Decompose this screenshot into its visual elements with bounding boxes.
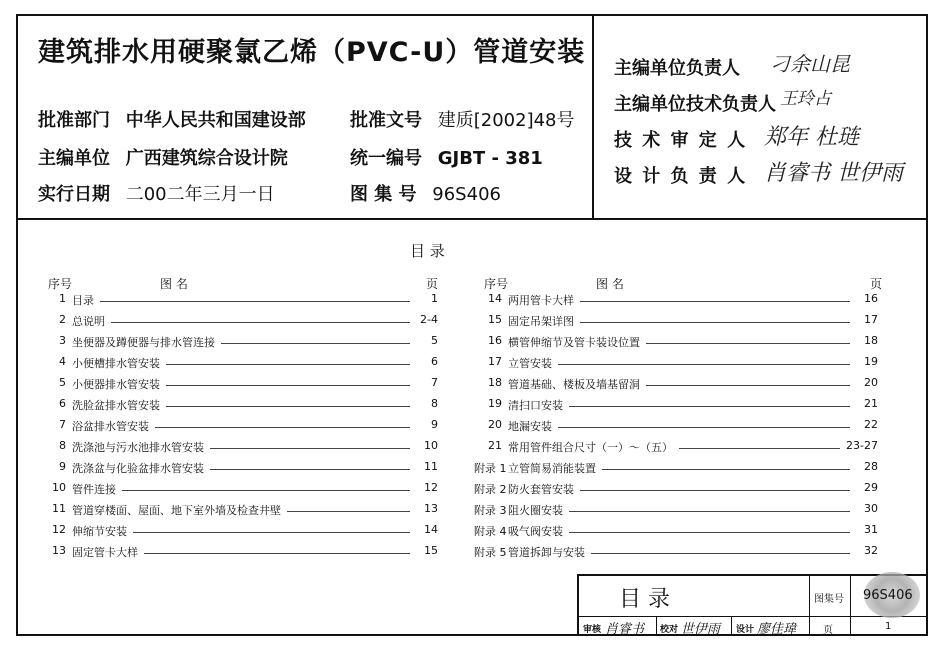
approval-doc-label: 批准文号 xyxy=(350,110,422,131)
toc-item-page: 23-27 xyxy=(840,439,878,452)
editor-unit-value: 广西建筑综合设计院 xyxy=(125,148,288,169)
toc-item-title: 横管伸缩节及管卡装设位置 xyxy=(508,334,646,350)
toc-item xyxy=(474,544,878,565)
toc-item-no: 5 xyxy=(59,376,66,389)
toc-item-title: 小便器排水管安装 xyxy=(72,376,166,392)
toc-item-page: 2-4 xyxy=(414,313,438,326)
divider xyxy=(850,576,851,636)
atlas-no-label: 图 集 号 xyxy=(350,184,417,205)
toc-item-no: 17 xyxy=(488,355,502,368)
leader-line xyxy=(534,427,850,428)
toc-item xyxy=(38,418,438,439)
toc-item-page: 8 xyxy=(425,397,438,410)
toc-item-title: 地漏安装 xyxy=(508,418,558,434)
toc-item xyxy=(38,523,438,544)
leader-line xyxy=(534,532,850,533)
responsible-tech-reviewer: 技 术 审 定 人 xyxy=(614,130,748,151)
toc-item-title: 常用管件组合尺寸（一）～（五） xyxy=(508,439,679,455)
atlas-no-row xyxy=(350,180,501,206)
page-label: 页 xyxy=(823,625,833,636)
toc-item-page: 28 xyxy=(858,460,878,473)
effective-date-row xyxy=(38,180,275,206)
page-value: 1 xyxy=(885,621,892,632)
responsible-tech-lead: 主编单位技术负责人 xyxy=(614,94,776,115)
toc-item-no: 附录 3 xyxy=(474,504,507,517)
toc-right-column xyxy=(474,292,878,565)
document-title: 建筑排水用硬聚氯乙烯（PVC-U）管道安装 xyxy=(38,37,586,68)
toc-item-page: 12 xyxy=(418,481,438,494)
toc-item-no: 20 xyxy=(488,418,502,431)
leader-line xyxy=(98,322,410,323)
toc-item-no: 7 xyxy=(59,418,66,431)
toc-item xyxy=(38,397,438,418)
toc-item-page: 7 xyxy=(425,376,438,389)
toc-item-page: 32 xyxy=(858,544,878,557)
toc-col-page: 页 xyxy=(870,277,883,291)
toc-item-title: 洗脸盆排水管安装 xyxy=(72,397,166,413)
toc-item xyxy=(38,439,438,460)
toc-item xyxy=(474,418,878,439)
atlas-no-value: 96S406 xyxy=(432,184,501,205)
toc-item-page: 6 xyxy=(425,355,438,368)
toc-item-page: 15 xyxy=(418,544,438,557)
toc-item-page: 31 xyxy=(858,523,878,536)
signature-image: 刁余山昆 xyxy=(770,52,850,76)
toc-item xyxy=(38,376,438,397)
toc-item-title: 固定吊架详图 xyxy=(508,313,580,329)
toc-item-no: 12 xyxy=(52,523,66,536)
toc-item xyxy=(474,313,878,334)
toc-item-page: 14 xyxy=(418,523,438,536)
toc-item-no: 19 xyxy=(488,397,502,410)
toc-item-title: 固定管卡大样 xyxy=(72,544,144,560)
toc-item-no: 4 xyxy=(59,355,66,368)
leader-line xyxy=(534,322,850,323)
toc-left-column xyxy=(38,292,438,565)
toc-item-page: 10 xyxy=(418,439,438,452)
toc-item xyxy=(474,334,878,355)
toc-item-no: 18 xyxy=(488,376,502,389)
leader-line xyxy=(534,301,850,302)
approval-doc-row xyxy=(350,106,575,132)
editor-unit-label: 主编单位 xyxy=(38,148,110,169)
approval-dept-row xyxy=(38,106,306,132)
atlas-label: 图集号 xyxy=(814,594,844,605)
toc-item-title: 坐便器及蹲便器与排水管连接 xyxy=(72,334,221,350)
toc-item-title: 管道拆卸与安装 xyxy=(508,544,591,560)
toc-item-title: 立管简易消能装置 xyxy=(508,460,602,476)
toc-item xyxy=(38,334,438,355)
toc-item-page: 16 xyxy=(858,292,878,305)
responsibles-panel xyxy=(594,14,928,220)
toc-item-page: 1 xyxy=(425,292,438,305)
toc-item-no: 6 xyxy=(59,397,66,410)
toc-item-title: 伸缩节安装 xyxy=(72,523,133,539)
toc-item-title: 小便槽排水管安装 xyxy=(72,355,166,371)
toc-item xyxy=(474,523,878,544)
toc-item xyxy=(38,313,438,334)
toc-item-no: 13 xyxy=(52,544,66,557)
toc-item-no: 9 xyxy=(59,460,66,473)
toc-item-no: 3 xyxy=(59,334,66,347)
toc-item-title: 洗涤盆与化验盆排水管安装 xyxy=(72,460,210,476)
leader-line xyxy=(98,490,410,491)
toc-item-no: 14 xyxy=(488,292,502,305)
toc-item xyxy=(474,355,878,376)
approval-dept-value: 中华人民共和国建设部 xyxy=(125,110,306,131)
signature-image: 肖睿书 世伊雨 xyxy=(764,161,903,186)
divider xyxy=(731,616,732,636)
toc-item-page: 20 xyxy=(858,376,878,389)
toc-item xyxy=(38,355,438,376)
toc-item xyxy=(474,292,878,313)
toc-item-title: 管道穿楼面、屋面、地下室外墙及检查井壁 xyxy=(72,502,287,518)
leader-line xyxy=(534,406,850,407)
toc-item-no: 附录 5 xyxy=(474,546,507,559)
toc-item-page: 13 xyxy=(418,502,438,515)
divider xyxy=(579,616,928,617)
toc-item-title: 总说明 xyxy=(72,313,111,329)
header-info-panel xyxy=(16,14,594,220)
toc-item-title: 清扫口安装 xyxy=(508,397,569,413)
effective-date-value: 二00二年三月一日 xyxy=(125,184,275,205)
toc-item-page: 5 xyxy=(425,334,438,347)
signature-image: 王玲占 xyxy=(780,89,831,109)
toc-item-no: 附录 2 xyxy=(474,483,507,496)
leader-line xyxy=(98,553,410,554)
toc-item-no: 16 xyxy=(488,334,502,347)
responsible-design-lead: 设 计 负 责 人 xyxy=(614,166,748,187)
toc-item xyxy=(474,460,878,481)
toc-item-page: 17 xyxy=(858,313,878,326)
check-signature: 世伊雨 xyxy=(681,622,721,637)
toc-item-title: 洗涤池与污水池排水管安装 xyxy=(72,439,210,455)
toc-item xyxy=(474,481,878,502)
toc-item-page: 22 xyxy=(858,418,878,431)
toc-item-page: 30 xyxy=(858,502,878,515)
toc-item-page: 29 xyxy=(858,481,878,494)
toc-col-page: 页 xyxy=(426,277,439,291)
leader-line xyxy=(534,511,850,512)
review-signature: 肖睿书 xyxy=(605,622,645,637)
toc-item xyxy=(474,502,878,523)
title-block xyxy=(577,574,928,636)
toc-col-name: 图 名 xyxy=(160,277,188,291)
toc-heading: 目 录 xyxy=(410,242,445,260)
unified-no-label: 统一编号 xyxy=(350,148,422,169)
toc-item-no: 15 xyxy=(488,313,502,326)
leader-line xyxy=(534,490,850,491)
toc-item-no: 2 xyxy=(59,313,66,326)
toc-item-no: 附录 4 xyxy=(474,525,507,538)
toc-item-title: 吸气阀安装 xyxy=(508,523,569,539)
title-block-name: 目 录 xyxy=(619,587,670,612)
toc-item xyxy=(474,397,878,418)
toc-item-title: 管道基础、楼板及墙基留洞 xyxy=(508,376,646,392)
divider xyxy=(809,576,810,636)
toc-item-page: 21 xyxy=(858,397,878,410)
toc-item-title: 立管安装 xyxy=(508,355,558,371)
atlas-value: 96S406 xyxy=(863,588,913,603)
toc-item-page: 11 xyxy=(418,460,438,473)
toc-item xyxy=(38,481,438,502)
toc-item-title: 管件连接 xyxy=(72,481,122,497)
toc-item xyxy=(474,439,878,460)
review-label: 审核 xyxy=(583,625,602,635)
toc-item xyxy=(38,460,438,481)
toc-item-no: 11 xyxy=(52,502,66,515)
toc-item-title: 浴盆排水管安装 xyxy=(72,418,155,434)
effective-date-label: 实行日期 xyxy=(38,184,110,205)
unified-no-value: GJBT - 381 xyxy=(437,148,543,169)
signature-image: 郑年 杜琏 xyxy=(764,125,859,150)
toc-item-no: 21 xyxy=(488,439,502,452)
design-label: 设计 xyxy=(736,625,755,635)
design-signature: 廖佳瑋 xyxy=(757,622,797,637)
unified-no-row xyxy=(350,144,543,170)
toc-item-title: 防火套管安装 xyxy=(508,481,580,497)
toc-item xyxy=(474,376,878,397)
approval-dept-label: 批准部门 xyxy=(38,110,110,131)
leader-line xyxy=(98,301,410,302)
toc-item-page: 9 xyxy=(425,418,438,431)
toc-item xyxy=(38,544,438,565)
toc-col-name: 图 名 xyxy=(596,277,624,291)
editor-unit-row xyxy=(38,144,288,170)
toc-item-no: 8 xyxy=(59,439,66,452)
toc-col-no: 序号 xyxy=(48,277,73,291)
toc-item-no: 1 xyxy=(59,292,66,305)
leader-line xyxy=(98,532,410,533)
toc-item-no: 附录 1 xyxy=(474,462,507,475)
toc-item-no: 10 xyxy=(52,481,66,494)
toc-item xyxy=(38,502,438,523)
toc-col-no: 序号 xyxy=(484,277,509,291)
approval-doc-value: 建质[2002]48号 xyxy=(437,110,575,131)
responsible-editor-unit: 主编单位负责人 xyxy=(614,58,740,79)
toc-item-title: 阻火圈安装 xyxy=(508,502,569,518)
toc-item-title: 目录 xyxy=(72,292,100,308)
toc-item-page: 19 xyxy=(858,355,878,368)
divider xyxy=(656,616,657,636)
toc-item-page: 18 xyxy=(858,334,878,347)
toc-item-title: 两用管卡大样 xyxy=(508,292,580,308)
check-label: 校对 xyxy=(660,625,679,635)
leader-line xyxy=(534,364,850,365)
toc-item xyxy=(38,292,438,313)
